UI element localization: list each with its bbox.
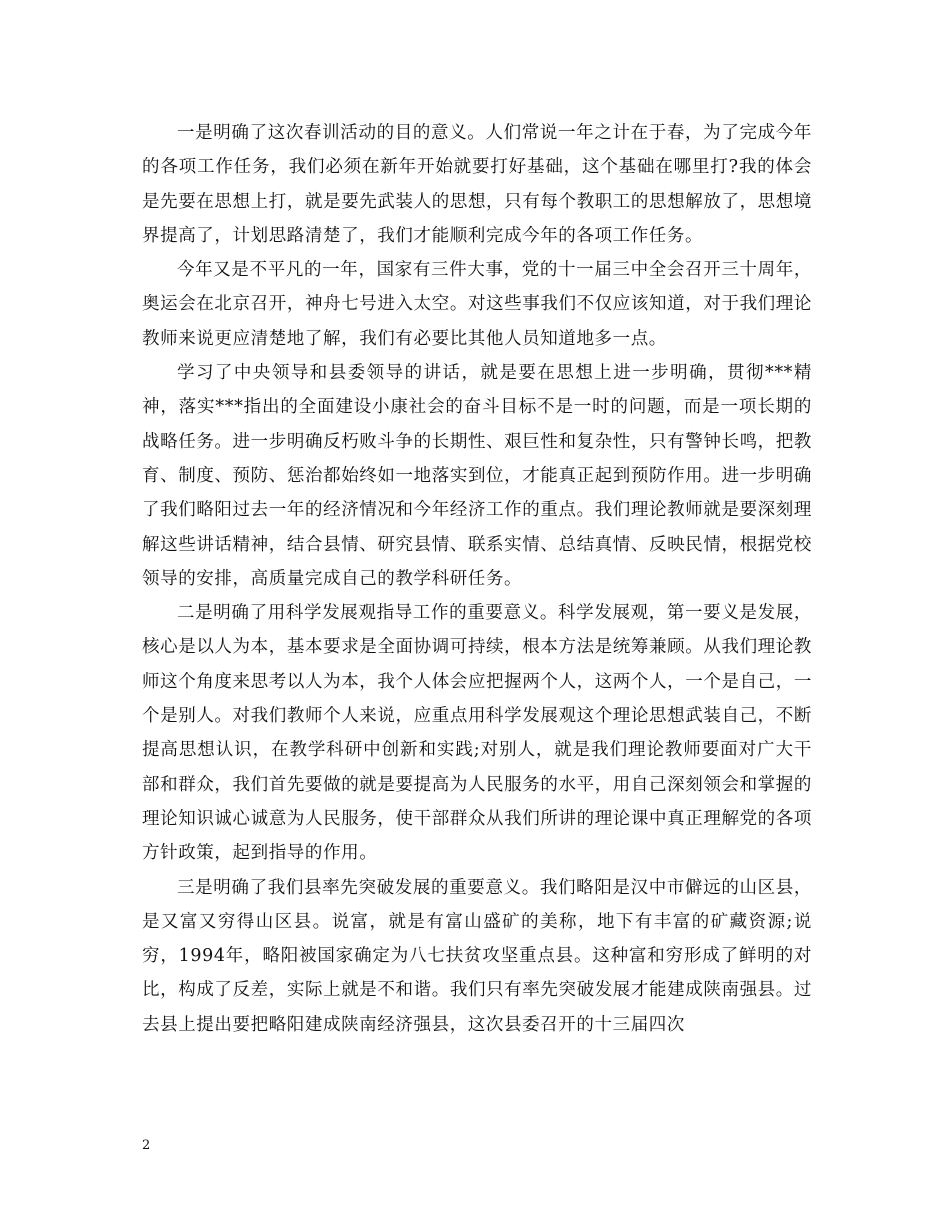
- paragraph-2: 今年又是不平凡的一年，国家有三件大事，党的十一届三中全会召开三十周年，奥运会在北京召开，神舟七号进入太空。对这些事我们不仅应该知道，对于我们理论教师来说更应清楚地了解，我们有必要比其他人员知道地多一点。: [142, 260, 812, 349]
- page-number: 2: [142, 1138, 151, 1153]
- paragraph-1: 一是明确了这次春训活动的目的意义。人们常说一年之计在于春，为了完成今年的各项工作任务，我们必须在新年开始就要打好基础，这个基础在哪里打?我的体会是先要在思想上打，就是要先武装人的思想，只有每个教职工的思想解放了，思想境界提高了，计划思路清楚了，我们才能顺利完成今年的各项工作任务。: [142, 123, 812, 246]
- paragraph-4: 二是明确了用科学发展观指导工作的重要意义。科学发展观，第一要义是发展，核心是以人为本，基本要求是全面协调可持续，根本方法是统筹兼顾。从我们理论教师这个角度来思考以人为本，我个人体会应把握两个人，这两个人，一个是自己，一个是别人。对我们教师个人来说，应重点用科学发展观这个理论思想武装自己，不断提高思想认识，在教学科研中创新和实践;对别人，就是我们理论教师要面对广大干部和群众，我们首先要做的就是要提高为人民服务的水平，用自己深刻领会和掌握的理论知识诚心诚意为人民服务，使干部群众从我们所讲的理论课中真正理解党的各项方针政策，起到指导的作用。: [142, 603, 812, 864]
- body-text: [142, 116, 812, 1042]
- paragraph-3: 学习了中央领导和县委领导的讲话，就是要在思想上进一步明确，贯彻***精神，落实***指出的全面建设小康社会的奋斗目标不是一时的问题，而是一项长期的战略任务。进一步明确反朽败斗争的长期性、艰巨性和复杂性，只有警钟长鸣，把教育、制度、预防、惩治都始终如一地落实到位，才能真正起到预防作用。进一步明确了我们略阳过去一年的经济情况和今年经济工作的重点。我们理论教师就是要深刻理解这些讲话精神，结合县情、研究县情、联系实情、总结真情、反映民情，根据党校领导的安排，高质量完成自己的教学科研任务。: [142, 363, 812, 589]
- paragraph-5: 三是明确了我们县率先突破发展的重要意义。我们略阳是汉中市僻远的山区县，是又富又穷得山区县。说富，就是有富山盛矿的美称，地下有丰富的矿藏资源;说穷，1994年，略阳被国家确定为八七扶贫攻坚重点县。这种富和穷形成了鲜明的对比，构成了反差，实际上就是不和谐。我们只有率先突破发展才能建成陕南强县。过去县上提出要把略阳建成陕南经济强县，这次县委召开的十三届四次: [142, 877, 812, 1035]
